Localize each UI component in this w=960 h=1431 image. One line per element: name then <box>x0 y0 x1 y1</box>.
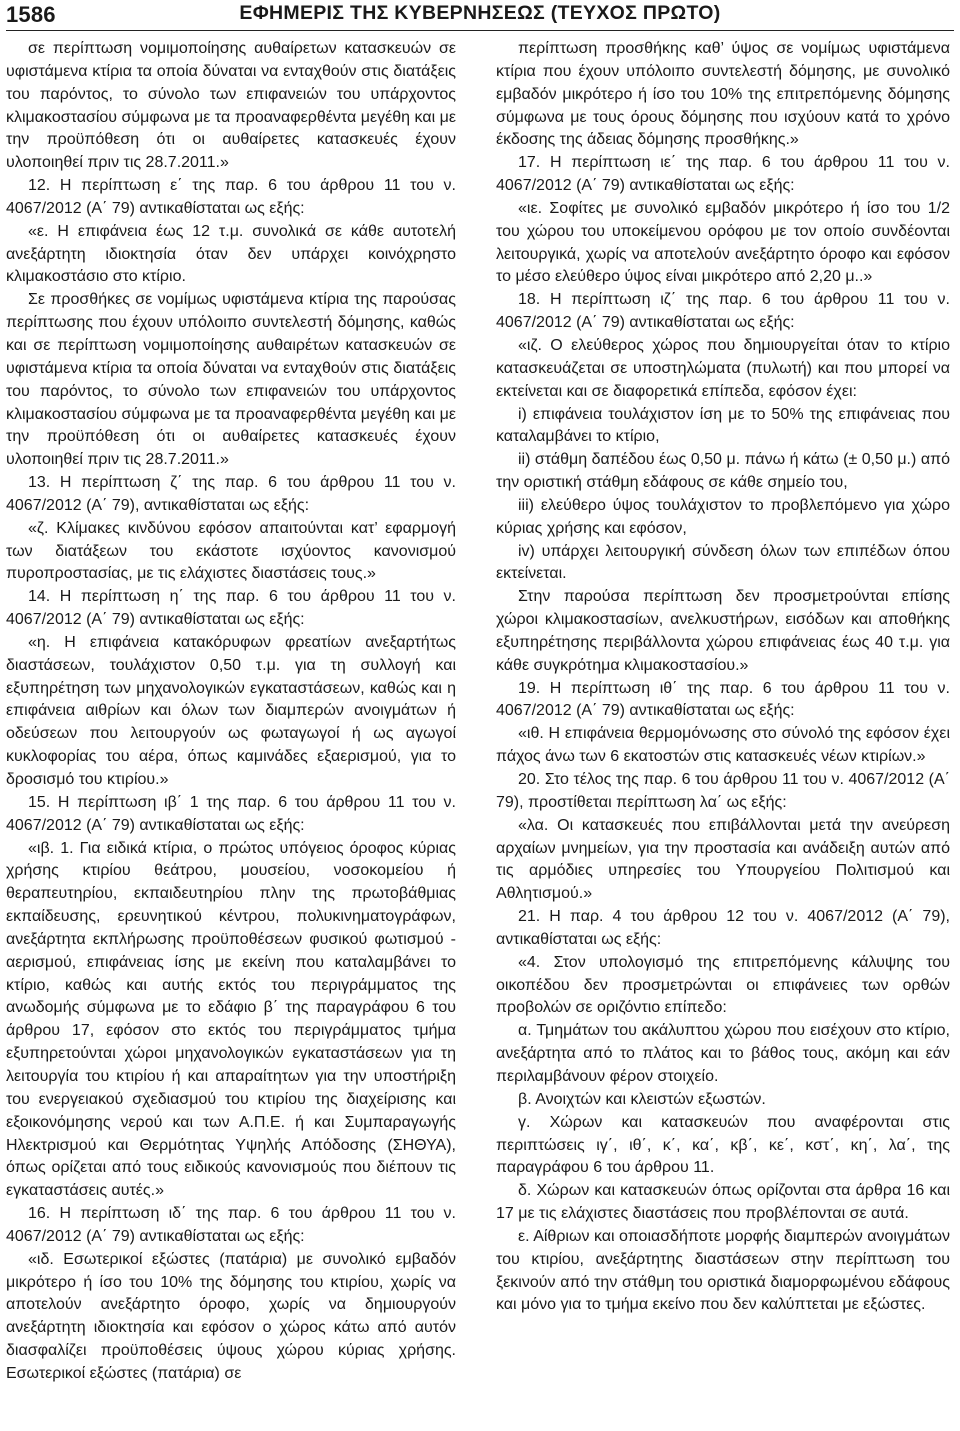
paragraph: 20. Στο τέλος της παρ. 6 του άρθρου 11 του ν. 4067/2012 (Α΄ 79), προστίθεται περίπτωση λα΄ ως εξής: <box>496 771 950 811</box>
paragraph: i) επιφάνεια τουλάχιστον ίση με το 50% της επιφάνειας που καταλαμβάνει το κτίριο, <box>496 405 950 446</box>
paragraph: «ιε. Σοφίτες με συνολικό εμβαδόν μικρότερο ή ίσο του 1/2 του χώρου του υποκείμενου ορόφου με τον οποίο συνδέονται λειτουργικά, χωρίς να αποτελούν ανεξάρτητο όροφο και εφόσον το μέσο ελεύθερο ύψος είναι μικρότερο από 2,20 μ..» <box>496 199 950 286</box>
paragraph: «4. Στον υπολογισμό της επιτρεπόμενης κάλυψης του οικοπέδου δεν προσμετρώνται οι επιφάνειες των ορθών προβολών σε οριζόντιο επίπεδο: <box>496 953 950 1017</box>
paragraph: 15. Η περίπτωση ιβ΄ 1 της παρ. 6 του άρθρου 11 του ν. 4067/2012 (Α΄ 79) αντικαθίσταται ως εξής: <box>6 793 456 834</box>
paragraph: «ε. Η επιφάνεια έως 12 τ.μ. συνολικά σε κάθε αυτοτελή ανεξάρτητη ιδιοκτησία όταν δεν υπάρχει κοινόχρηστο κλιμακοστάσιο στο κτίριο. <box>6 222 456 286</box>
paragraph: 16. Η περίπτωση ιδ΄ της παρ. 6 του άρθρου 11 του ν. 4067/2012 (Α΄ 79) αντικαθίσταται ως εξής: <box>6 1205 456 1245</box>
paragraph: δ. Χώρων και κατασκευών όπως ορίζονται στα άρθρα 16 και 17 με τις ελάχιστες διαστάσεις που προβλέπονται σε αυτά. <box>496 1182 950 1223</box>
paragraph: γ. Χώρων και κατασκευών που αναφέρονται στις περιπτώσεις ιγ΄, ιθ΄, κ΄, κα΄, κβ΄, κε΄, κστ΄, κη΄, λα΄, της παραγράφου 6 του άρθρου 11. <box>496 1113 950 1177</box>
paragraph: «ιδ. Εσωτερικοί εξώστες (πατάρια) με συνολικό εμβαδόν μικρότερο ή ίσο του 10% της δόμησης του κτιρίου, χωρίς να αποτελούν ανεξάρτητο όροφο, χωρίς να δημιουργούν ανεξάρτητη ιδιοκτησία και εφόσον ο χώρος κάτω από αυτόν διασφαλίζει προϋποθέσεις ύψους χώρου κύριας χρήσης. Εσωτερικοί εξώστες (πατάρια) σε <box>6 1250 456 1382</box>
paragraph: «η. Η επιφάνεια κατακόρυφων φρεατίων ανεξαρτήτως διαστάσεων, τουλάχιστον 0,50 τ.μ. για τη συλλογή και εξυπηρέτηση των μηχανολογικών εγκαταστάσεων, καθώς και η επιφάνεια αιθρίων και όλων των διαμπερών ανοιγμάτων ή οδεύσεων που λειτουργούν ως φωταγωγοί ή ως αγωγοί κυκλοφορίας του αέρα, όπως καμινάδες εξαερισμού, για το δροσισμό του κτιρίου.» <box>6 633 456 788</box>
paragraph: σε περίπτωση νομιμοποίησης αυθαίρετων κατασκευών σε υφιστάμενα κτίρια τα οποία δύναται να ενταχθούν στις διατάξεις του παρόντος, το σύνολο των επιφανειών του υπάρχοντος κλιμακοστασίου σύμφωνα με τα προαναφερθέντα μεγέθη και με την προϋπόθεση ότι οι αυθαίρετες κατασκευές έχουν υλοποιηθεί πριν τις 28.7.2011.» <box>6 40 456 172</box>
paragraph: 12. Η περίπτωση ε΄ της παρ. 6 του άρθρου 11 του ν. 4067/2012 (Α΄ 79) αντικαθίσταται ως εξής: <box>6 177 456 217</box>
paragraph: 17. Η περίπτωση ιε΄ της παρ. 6 του άρθρου 11 του ν. 4067/2012 (Α΄ 79) αντικαθίσταται ως εξής: <box>496 154 950 195</box>
left-column <box>6 38 456 1428</box>
paragraph: ε. Αίθριων και οποιασδήποτε μορφής διαμπερών ανοιγμάτων του κτιρίου, ανεξάρτητης διαστάσεων στην περίπτωση του ξεκινούν από την στάθμη του οριστικά διαμορφωμένου εδάφους και μόνο για το τμήμα εκείνο που δεν καλύπτεται με εξώστες. <box>496 1227 950 1314</box>
paragraph: Σε προσθήκες σε νομίμως υφιστάμενα κτίρια της παρούσας περίπτωσης που έχουν υπόλοιπο συντελεστή δόμησης, καθώς και σε περίπτωση νομιμοποίησης αυθαιρέτων κατασκευών σε υφιστάμενα κτίρια τα οποία δύναται να ενταχθούν στις διατάξεις του παρόντος, το σύνολο των επιφανειών του υπάρχοντος κλιμακοστασίου σύμφωνα με τα προαναφερθέντα μεγέθη και με την προϋπόθεση ότι οι αυθαίρετες κατασκευές έχουν υλοποιηθεί πριν τις 28.7.2011.» <box>6 291 456 469</box>
paragraph: α. Τμημάτων του ακάλυπτου χώρου που εισέχουν στο κτίριο, ανεξάρτητα από το πλάτος και το βάθος τους, ακόμη και εάν περιλαμβάνουν φέρον στοιχείο. <box>496 1022 950 1085</box>
paragraph: ii) στάθμη δαπέδου έως 0,50 μ. πάνω ή κάτω (± 0,50 μ.) από την οριστική στάθμη εδάφους σε κάθε σημείο του, <box>496 451 950 492</box>
paragraph: «λα. Οι κατασκευές που επιβάλλονται μετά την ανεύρεση αρχαίων μνημείων, για την προστασία και ανάδειξη αυτών από τις αρμόδιες υπηρεσίες του Υπουργείου Πολιτισμού και Αθλητισμού.» <box>496 816 950 903</box>
paragraph: iv) υπάρχει λειτουργική σύνδεση όλων των επιπέδων όπου εκτείνεται. <box>496 542 950 583</box>
paragraph: «ζ. Κλίμακες κινδύνου εφόσον απαιτούνται κατ’ εφαρμογή των διατάξεων του εκάστοτε ισχύοντος κανονισμού πυροπροστασίας, με τις ελάχιστες διαστάσεις τους.» <box>6 519 456 583</box>
paragraph: 14. Η περίπτωση η΄ της παρ. 6 του άρθρου 11 του ν. 4067/2012 (Α΄ 79) αντικαθίσταται ως εξής: <box>6 588 456 629</box>
page-number: 1586 <box>6 2 56 27</box>
page-header <box>6 0 954 31</box>
paragraph: iii) ελεύθερο ύψος τουλάχιστον το προβλεπόμενο για χώρο κύριας χρήσης και εφόσον, <box>496 496 950 537</box>
paragraph: β. Ανοιχτών και κλειστών εξωστών. <box>518 1090 766 1108</box>
paragraph: περίπτωση προσθήκης καθ’ ύψος σε νομίμως υφιστάμενα κτίρια που έχουν υπόλοιπο συντελεστή δόμησης, με συνολικό εμβαδόν μικρότερο ή ίσο του 10% της επιτρεπόμενης δόμησης σύμφωνα με τους όρους δόμησης που ισχύουν κατά το χρόνο έκδοσης της άδειας δόμησης προσθήκης.» <box>496 40 950 149</box>
paragraph: 13. Η περίπτωση ζ΄ της παρ. 6 του άρθρου 11 του ν. 4067/2012 (Α΄ 79), αντικαθίσταται ως εξής: <box>6 474 456 514</box>
paragraph: «ιζ. Ο ελεύθερος χώρος που δημιουργείται όταν το κτίριο κατασκευάζεται σε υποστηλώματα (πυλωτή) και που μπορεί να εκτείνεται και σε διαφορετικά επίπεδα, εφόσον έχει: <box>496 336 950 400</box>
paragraph: «ιθ. Η επιφάνεια θερμομόνωσης στο σύνολό της εφόσον έχει πάχος άνω των 6 εκατοστών στις κατασκευές νέων κτιρίων.» <box>496 725 950 766</box>
paragraph: 18. Η περίπτωση ιζ΄ της παρ. 6 του άρθρου 11 του ν. 4067/2012 (Α΄ 79) αντικαθίσταται ως εξής: <box>496 291 950 332</box>
journal-title: ΕΦΗΜΕΡΙΣ ΤΗΣ ΚΥΒΕΡΝΗΣΕΩΣ (ΤΕΥΧΟΣ ΠΡΩΤΟ) <box>239 2 721 24</box>
right-column <box>496 38 950 1428</box>
paragraph: «ιβ. 1. Για ειδικά κτίρια, ο πρώτος υπόγειος όροφος κύριας χρήσης κτιρίου θεάτρου, μουσείου, νοσοκομείου ή θεραπευτηρίου, εκπαιδευτηρίου πλην της πρωτοβάθμιας εκπαίδευσης, ερευνητικού κέντρου, πολυκινηματογράφων, ανεξάρτητα εκπλήρωσης προϋποθέσεων φυσικού φωτισμού - αερισμού, επιφάνειας ίσης με εκείνη που καταλαμβάνει το κτίριο, καθώς και αυτής εκτός του περιγράμματος της ανωδομής σύμφωνα με το εδάφιο β΄ της παραγράφου 6 του άρθρου 17, εφόσον στο εκτός του περιγράμματος τμήμα εξυπηρετούνται χώροι μηχανολογικών εγκαταστάσεων για τη λειτουργία του κτιρίου ή και απαραίτητων για την υποστήριξη του ενεργειακού σχεδιασμού του κτιρίου της διαχείρισης και εξοικονόμησης νερού και των Α.Π.Ε. ή και Συμπαραγωγής Ηλεκτρισμού και Θερμότητας Υψηλής Απόδοσης (ΣΗΘΥΑ), όπως ορίζεται από τους ειδικούς κανονισμούς που διέπουν τις εγκαταστάσεις αυτές.» <box>6 839 456 1200</box>
paragraph: 21. Η παρ. 4 του άρθρου 12 του ν. 4067/2012 (Α΄ 79), αντικαθίσταται ως εξής: <box>496 908 950 948</box>
paragraph: Στην παρούσα περίπτωση δεν προσμετρούνται επίσης χώροι κλιμακοστασίων, ανελκυστήρων, εισόδων και αποθήκης εξυπηρέτησης περιβάλλοντα χώρου επιφάνειας έως 40 τ.μ. για κάθε συγκρότημα κλιμακοστασίου.» <box>496 588 950 674</box>
paragraph: 19. Η περίπτωση ιθ΄ της παρ. 6 του άρθρου 11 του ν. 4067/2012 (Α΄ 79) αντικαθίσταται ως εξής: <box>496 679 950 720</box>
